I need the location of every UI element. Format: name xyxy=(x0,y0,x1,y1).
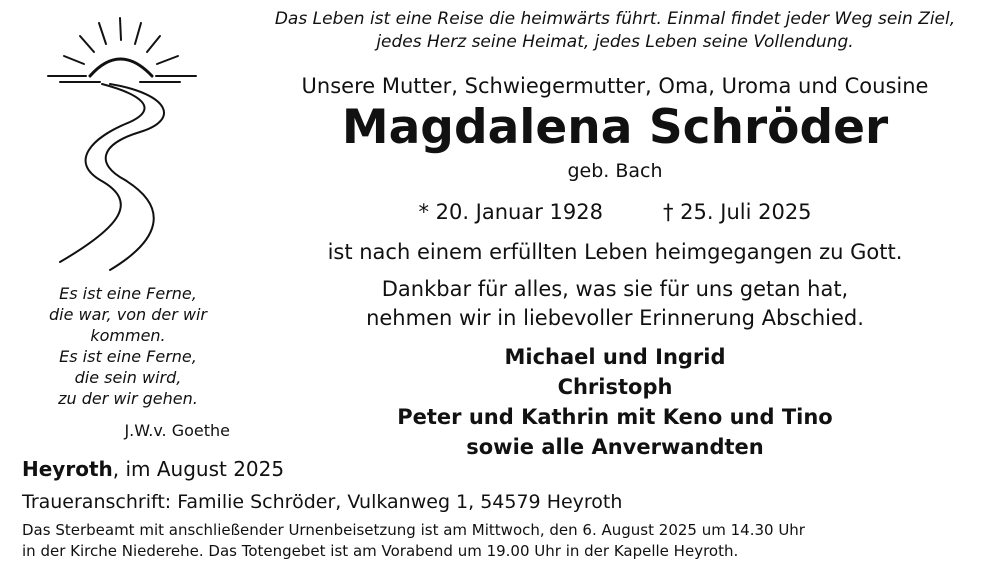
poem-line: die war, von der wir xyxy=(49,305,207,324)
thanks-line: nehmen wir in liebevoller Erinnerung Abschied. xyxy=(366,306,864,330)
thanks-text xyxy=(230,275,1000,333)
poem-line: zu der wir gehen. xyxy=(58,389,198,408)
service-notice-line: Das Sterbeamt mit anschließender Urnenbeisetzung ist am Mittwoch, den 6. August 2025 um 14.30 Uhr xyxy=(22,521,805,539)
place-date xyxy=(22,457,284,481)
opening-quote-line: Das Leben ist eine Reise die heimwärts führt. Einmal findet jeder Weg sein Ziel, xyxy=(274,9,956,29)
poem-line: Es ist eine Ferne, xyxy=(59,284,197,303)
death-date: † 25. Juli 2025 xyxy=(663,200,812,224)
birth-date: * 20. Januar 1928 xyxy=(418,200,603,224)
poem-line: Es ist eine Ferne, xyxy=(59,347,197,366)
family-line: sowie alle Anverwandten xyxy=(466,435,764,459)
maiden-name: geb. Bach xyxy=(567,160,663,182)
sunrise-path-icon xyxy=(40,12,200,277)
opening-quote-line: jedes Herz seine Heimat, jedes Leben seine Vollendung. xyxy=(376,32,854,52)
family-list xyxy=(230,342,1000,462)
poem-line: kommen. xyxy=(90,326,166,345)
place-date-text: , im August 2025 xyxy=(112,457,285,481)
service-notice-line: in der Kirche Niederehe. Das Totengebet ist am Vorabend um 19.00 Uhr in der Kapelle Heyroth. xyxy=(22,542,739,560)
intro-line: Unsere Mutter, Schwiegermutter, Oma, Uroma und Cousine xyxy=(301,74,929,98)
poem-line: die sein wird, xyxy=(74,368,182,387)
opening-quote xyxy=(230,8,1000,54)
poem xyxy=(18,283,238,409)
passed-line: ist nach einem erfüllten Leben heimgegangen zu Gott. xyxy=(327,240,903,264)
service-notice xyxy=(22,520,992,562)
life-dates xyxy=(230,200,1000,224)
family-line: Christoph xyxy=(557,375,673,399)
mourning-address: Traueranschrift: Familie Schröder, Vulkanweg 1, 54579 Heyroth xyxy=(22,491,623,513)
poem-author: J.W.v. Goethe xyxy=(124,421,230,440)
family-line: Michael und Ingrid xyxy=(504,345,726,369)
family-line: Peter und Kathrin mit Keno und Tino xyxy=(397,405,833,429)
thanks-line: Dankbar für alles, was sie für uns getan hat, xyxy=(381,277,849,301)
place-town: Heyroth xyxy=(22,457,113,481)
deceased-name: Magdalena Schröder xyxy=(341,100,889,155)
